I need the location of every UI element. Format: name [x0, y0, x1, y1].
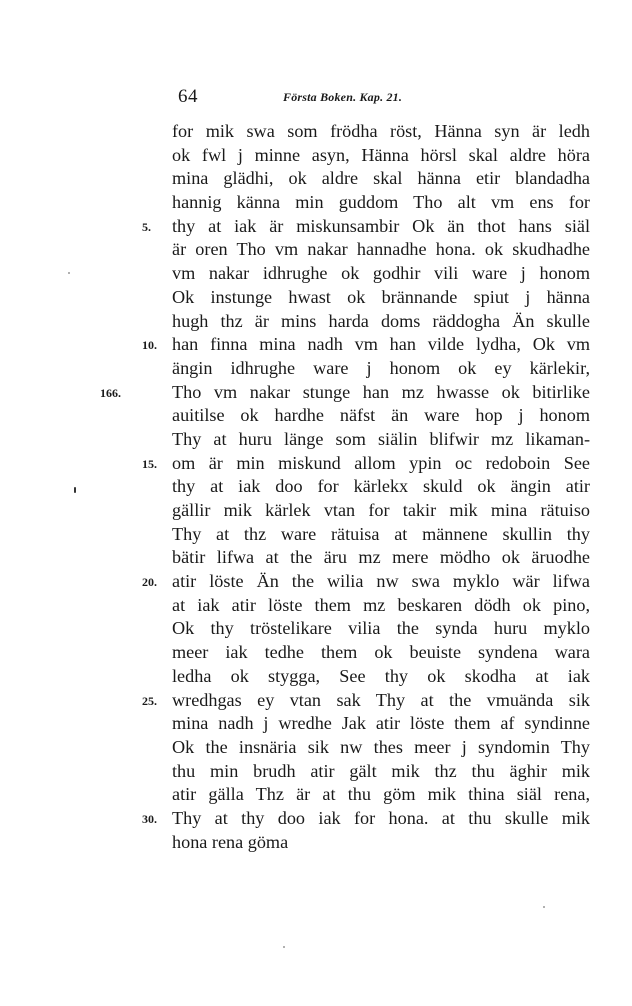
line-text: thu min brudh atir gält mik thz thu äghir mik: [172, 760, 590, 781]
text-line: [172, 167, 590, 191]
text-line: [172, 760, 590, 784]
line-text: ok fwl j minne asyn, Hänna hörsl skal aldre höra: [172, 144, 590, 165]
line-text: mina glädhi, ok aldre skal hänna etir blandadha: [172, 168, 590, 189]
text-line: [172, 783, 590, 807]
text-line: [100, 381, 590, 405]
text-line: [172, 262, 590, 286]
line-text: ledha ok stygga, See thy ok skodha at iak: [172, 665, 590, 686]
margin-mark: [543, 906, 545, 908]
line-text: auitilse ok hardhe näfst än ware hop j honom: [172, 405, 590, 426]
line-text: thy at iak doo for kärlekx skuld ok ängin atir: [172, 476, 590, 497]
line-text: vm nakar idhrughe ok godhir vili ware j honom: [172, 263, 590, 284]
line-text: Ok thy tröstelikare vilia the synda huru myklo: [172, 618, 590, 639]
page-number: 64: [178, 86, 198, 107]
line-text: gällir mik kärlek vtan for takir mik mina rätuiso: [172, 500, 590, 520]
text-line: [172, 238, 590, 262]
line-number: 20.: [142, 575, 157, 590]
margin-mark: [74, 487, 76, 493]
line-number: 10.: [142, 338, 157, 353]
text-line: [172, 523, 590, 547]
line-text: mina nadh j wredhe Jak atir löste them af syndinne: [172, 713, 590, 734]
text-line: [142, 215, 590, 239]
line-text: hugh thz är mins harda doms räddogha Än skulle: [172, 310, 590, 331]
line-text: Tho vm nakar stunge han mz hwasse ok bitirlike: [172, 381, 590, 402]
text-line: [172, 617, 590, 641]
line-text: hona rena göma: [172, 831, 289, 852]
text-line: [172, 736, 590, 760]
line-number: 5.: [142, 219, 151, 234]
text-line: [172, 546, 590, 570]
line-text: Ok the insnäria sik nw thes meer j syndomin Thy: [172, 736, 590, 757]
text-line: [142, 807, 590, 831]
line-number: 15.: [142, 456, 157, 471]
line-text: wredhgas ey vtan sak Thy at the vmuända sik: [172, 689, 590, 710]
text-line: [172, 641, 590, 665]
line-text: han finna mina nadh vm han vilde lydha, Ok vm: [172, 334, 590, 355]
text-line: [172, 310, 590, 334]
line-text: ängin idhrughe ware j honom ok ey kärlekir,: [172, 357, 590, 378]
line-text: Thy at thy doo iak for hona. at thu skulle mik: [172, 807, 590, 828]
text-line: [172, 286, 590, 310]
line-text: är oren Tho vm nakar hannadhe hona. ok skudhadhe: [172, 239, 590, 260]
text-line: [172, 357, 590, 381]
line-text: for mik swa som frödha röst, Hänna syn är ledh: [172, 121, 590, 141]
body-text: [100, 120, 590, 854]
line-text: Thy at huru länge som siälin blifwir mz likaman-: [172, 428, 590, 449]
line-text: atir löste Än the wilia nw swa myklo wär lifwa: [172, 571, 590, 592]
text-line: [172, 499, 590, 523]
text-line: [172, 831, 590, 855]
line-text: Ok instunge hwast ok brännande spiut j hänna: [172, 286, 590, 307]
line-text: thy at iak är miskunsambir Ok än thot hans siäl: [172, 215, 590, 236]
line-text: Thy at thz ware rätuisa at männene skullin thy: [172, 523, 590, 544]
text-line: [172, 712, 590, 736]
text-line: [142, 452, 590, 476]
running-head: Första Boken. Kap. 21.: [283, 90, 403, 104]
text-line: [142, 570, 590, 594]
text-line: [142, 333, 590, 357]
text-line: [172, 594, 590, 618]
line-number: 25.: [142, 693, 157, 708]
line-text: meer iak tedhe them ok beuiste syndena wara: [172, 642, 590, 663]
text-line: [172, 120, 590, 144]
margin-mark: [283, 946, 285, 948]
line-number: 30.: [142, 811, 157, 826]
margin-reference: 166.: [100, 385, 121, 400]
line-text: om är min miskund allom ypin oc redoboin See: [172, 452, 590, 473]
text-line: [142, 689, 590, 713]
text-line: [172, 144, 590, 168]
text-line: [172, 191, 590, 215]
line-text: hannig känna min guddom Tho alt vm ens for: [172, 192, 590, 213]
text-line: [172, 665, 590, 689]
line-text: atir gälla Thz är at thu göm mik thina siäl rena,: [172, 784, 590, 805]
text-line: [172, 404, 590, 428]
line-text: at iak atir löste them mz beskaren dödh ok pino,: [172, 594, 590, 615]
line-text: bätir lifwa at the äru mz mere mödho ok äruodhe: [172, 547, 590, 568]
margin-mark: [68, 272, 70, 274]
text-line: [172, 475, 590, 499]
text-line: [172, 428, 590, 452]
page-header: [178, 86, 598, 110]
